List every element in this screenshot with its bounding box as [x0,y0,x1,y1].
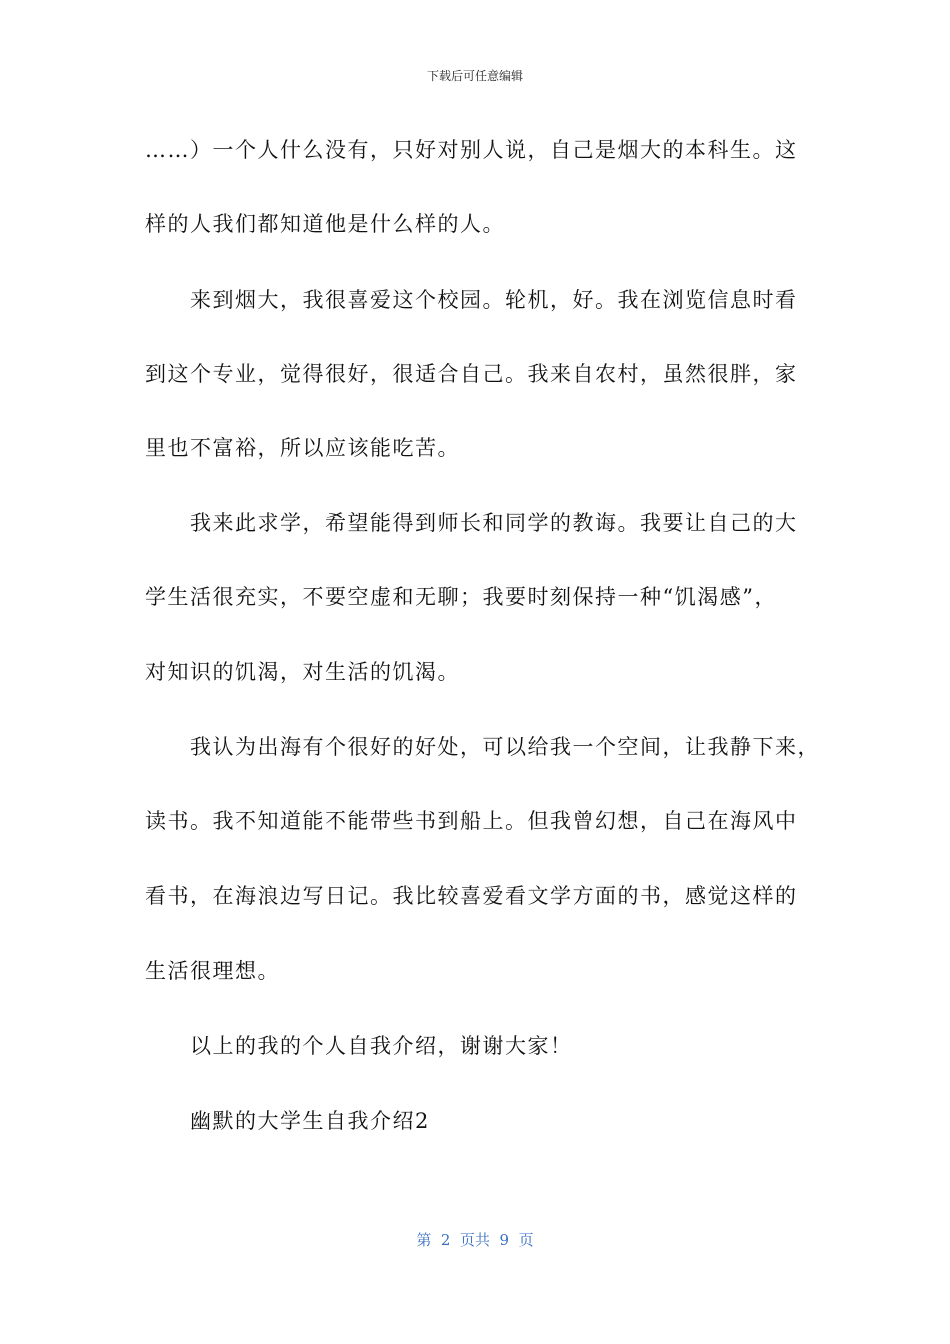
paragraph-first-line: 以上的我的个人自我介绍，谢谢大家！ [190,1034,573,1058]
text-line: 生活很理想。 [145,959,280,983]
section-heading: 幽默的大学生自我介绍2 [190,1109,430,1133]
page-header: 下载后可任意编辑 [426,69,523,83]
text-line: 到这个专业，觉得很好，很适合自己。我来自农村，虽然很胖，家 [145,362,798,386]
paragraph-first-line: 来到烟大，我很喜爱这个校园。轮机，好。我在浏览信息时看 [190,288,798,312]
text-line: 看书，在海浪边写日记。我比较喜爱看文学方面的书，感觉这样的 [145,884,798,908]
text-line: 样的人我们都知道他是什么样的人。 [145,212,505,236]
text-line: 里也不富裕，所以应该能吃苦。 [145,436,460,460]
paragraph-first-line: 我认为出海有个很好的好处，可以给我一个空间，让我静下来， [190,735,820,759]
text-line: 读书。我不知道能不能带些书到船上。但我曾幻想，自己在海风中 [145,809,798,833]
text-line: 学生活很充实，不要空虚和无聊；我要时刻保持一种“饥渴感”， [145,585,777,609]
text-line: 对知识的饥渴，对生活的饥渴。 [145,660,460,684]
page-number-footer: 第 2 页共 9 页 [416,1231,534,1249]
text-line: ……）一个人什么没有，只好对别人说，自己是烟大的本科生。这 [145,138,798,162]
paragraph-first-line: 我来此求学，希望能得到师长和同学的教诲。我要让自己的大 [190,511,798,535]
